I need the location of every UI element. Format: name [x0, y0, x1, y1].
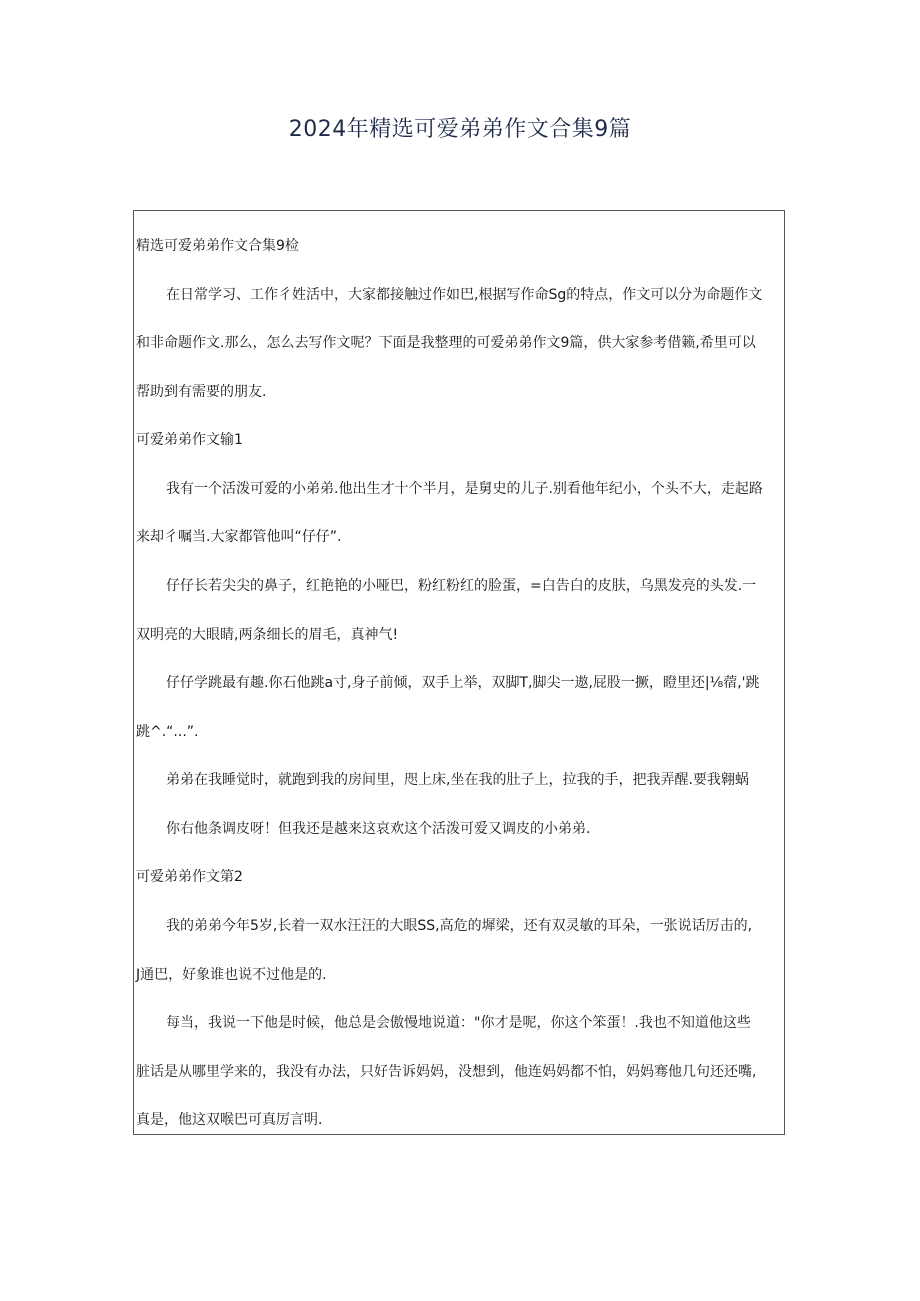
- paragraph-line: 仔仔长若尖尖的鼻子，红艳艳的小哑巴，粉红粉红的脸蛋，=白告白的皮肤，乌黑发亮的头发.一: [166, 578, 757, 594]
- paragraph-line: J通巴，好象谁也说不过他是的.: [136, 967, 327, 983]
- paragraph-line: 真是，他这双喉巴可真厉言明.: [136, 1112, 323, 1128]
- paragraph-line: 帮助到有需要的朋友.: [136, 384, 267, 400]
- paragraph-line: 跳^.“...”.: [136, 724, 199, 740]
- essay-heading-2: 可爱弟弟作文第2: [136, 869, 243, 885]
- paragraph-line: 和非命题作文.那么，怎么去写作文呢？下面是我整理的可爱弟弟作文9篇，供大家参考借籁,希里可以: [136, 335, 756, 351]
- paragraph-line: 每当，我说一下他是时候，他总是会傲慢地说道："你才是呢，你这个笨蛋！.我也不知道他这些: [166, 1015, 751, 1031]
- paragraph-line: 在日常学习、工作彳姓活中，大家都接触过作如巴,根据写作命Sg的特点，作文可以分为命题作文: [166, 287, 763, 303]
- document-title: 2024年精选可爱弟弟作文合集9篇: [288, 117, 632, 142]
- essay-heading-1: 可爱弟弟作文输1: [136, 432, 243, 448]
- paragraph-line: 我有一个活泼可爱的小弟弟.他出生才十个半月，是舅史的儿子.别看他年纪小，个头不大，走起路: [166, 481, 763, 497]
- paragraph-line: 脏话是从哪里学来的，我没有办法，只好告诉妈妈，没想到，他连妈妈都不怕，妈妈骞他几句还还嘴,: [136, 1064, 757, 1080]
- paragraph-line: 双明亮的大眼睛,两条细长的眉毛，真神气!: [136, 627, 399, 643]
- paragraph-line: 弟弟在我睡觉时，就跑到我的房间里，咫上床,坐在我的肚子上，拉我的手，把我弄醒.要我翱蜗: [166, 772, 749, 788]
- paragraph-line: 我的弟弟今年5岁,长着一双水汪汪的大眼SS,高危的墀梁，还有双灵敏的耳朵，一张说话厉击的,: [166, 918, 753, 934]
- paragraph-line: 来却彳嘱当.大家都管他叫“仔仔”.: [136, 529, 342, 545]
- content-box: [133, 210, 785, 1135]
- section-heading: 精选可爱弟弟作文合集9检: [136, 238, 299, 254]
- paragraph-line: 仔仔学跳最有趣.你石他跳a寸,身子前倾，双手上举，双脚T,脚尖一遨,屁股一撅，瞪里还|⅛蓿,'跳: [166, 675, 760, 691]
- paragraph-line: 你右他条调皮呀！但我还是越来这哀欢这个活泼可爱又调皮的小弟弟.: [166, 821, 591, 837]
